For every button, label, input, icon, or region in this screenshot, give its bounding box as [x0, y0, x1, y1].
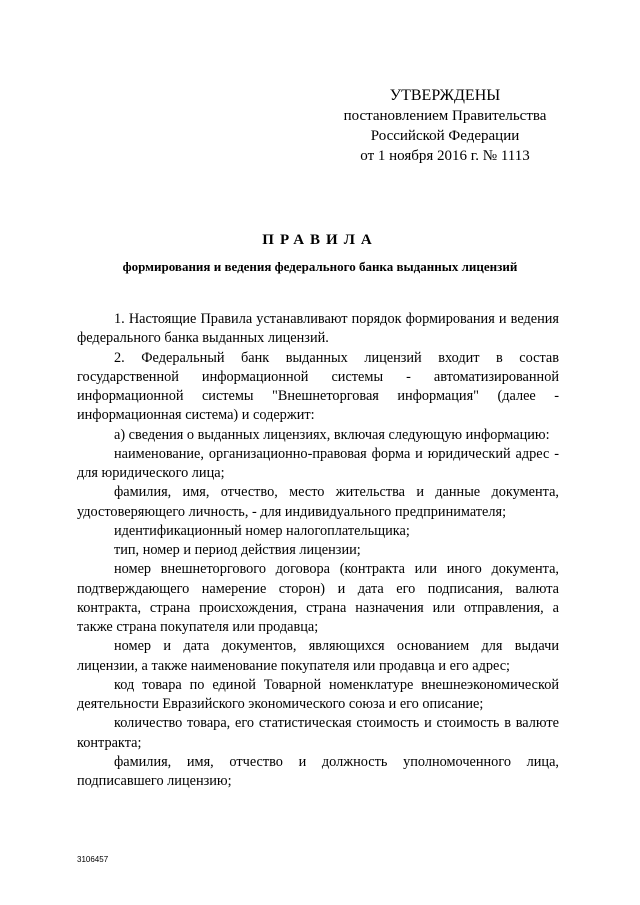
- document-title: ПРАВИЛА: [262, 232, 378, 248]
- paragraph: идентификационный номер налогоплательщика;: [114, 522, 410, 539]
- paragraph: номер и дата документов, являющихся основанием для выдачи лицензии, а также наименование покупателя или продавца и его адрес;: [77, 638, 559, 674]
- paragraph: тип, номер и период действия лицензии;: [114, 542, 361, 558]
- paragraph: 2. Федеральный банк выданных лицензий входит в состав государственной информационной системы - автоматизированной информационной системы "Внешнеторговая информация" (далее - информационная система) и содержит:: [77, 349, 559, 424]
- document-body: [77, 310, 559, 791]
- paragraph: номер внешнеторгового договора (контракта или иного документа, подтверждающего намерение сторон) и дата его подписания, валюта контракта, страна происхождения, страна назначения или отправления, а также страна покупателя или продавца;: [77, 561, 559, 635]
- paragraph: 1. Настоящие Правила устанавливают порядок формирования и ведения федерального банка выданных лицензий.: [77, 311, 559, 347]
- paragraph: фамилия, имя, отчество и должность уполномоченного лица, подписавшего лицензию;: [77, 753, 559, 789]
- document-subtitle: формирования и ведения федерального банка выданных лицензий: [122, 259, 518, 274]
- approval-block: [330, 86, 560, 166]
- paragraph: фамилия, имя, отчество, место жительства и данные документа, удостоверяющего личность, - для индивидуального предпринимателя;: [77, 484, 559, 520]
- approval-line: постановлением Правительства: [343, 108, 547, 124]
- document-code: 3106457: [77, 855, 109, 864]
- approval-date-number: от 1 ноября 2016 г. № 1113: [360, 148, 530, 164]
- paragraph: а) сведения о выданных лицензиях, включая следующую информацию:: [114, 426, 550, 443]
- approval-heading: УТВЕРЖДЕНЫ: [389, 87, 501, 104]
- paragraph: наименование, организационно-правовая форма и юридический адрес - для юридического лица;: [77, 445, 559, 481]
- paragraph: количество товара, его статистическая стоимость и стоимость в валюте контракта;: [77, 715, 559, 751]
- paragraph: код товара по единой Товарной номенклатуре внешнеэкономической деятельности Евразийского экономического союза и его описание;: [77, 676, 559, 712]
- approval-line: Российской Федерации: [370, 128, 520, 144]
